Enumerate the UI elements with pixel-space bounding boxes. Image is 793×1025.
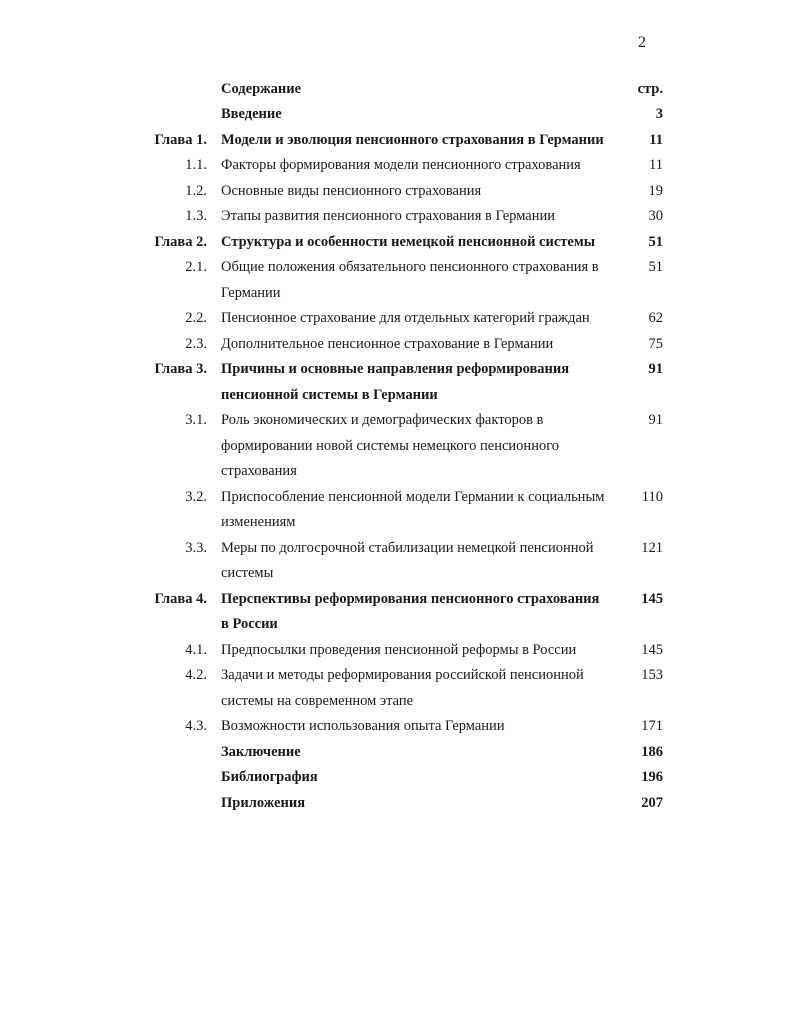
toc-entry-number: 4.3.	[185, 718, 207, 734]
toc-entry-page: 145	[641, 641, 663, 658]
toc-entry-title	[221, 765, 621, 791]
toc-entry-title	[221, 791, 621, 817]
toc-entry-title-line: Факторы формирования модели пенсионного страхования	[221, 157, 581, 173]
toc-entry-title-line: Приспособление пенсионной модели Германии к социальным	[221, 488, 605, 505]
toc-entry-title	[221, 332, 621, 358]
toc-entry-number: 1.2.	[185, 182, 207, 199]
toc-entry-number: 4.2.	[185, 667, 207, 683]
toc-entry-title-line: Дополнительное пенсионное страхование в Германии	[221, 335, 554, 352]
toc-entry-title	[221, 204, 621, 230]
toc-entry-title-line: системы	[221, 565, 274, 581]
toc-entry-title-line: Роль экономических и демографических факторов в	[221, 412, 544, 428]
toc-entry-number: 2.3.	[185, 335, 207, 352]
toc-entry-title-line: Структура и особенности немецкой пенсионной системы	[221, 233, 596, 250]
toc-entry-title	[221, 128, 621, 154]
toc-entry-title-line: в России	[221, 616, 278, 632]
toc-entry-number: 3.1.	[185, 412, 207, 428]
toc-entry-title	[221, 485, 621, 536]
toc-entry-number: 3.2.	[185, 488, 207, 505]
toc-entry-page: 11	[649, 131, 663, 148]
toc-entry-title	[221, 179, 621, 205]
toc-entry-title-line: изменениям	[221, 514, 296, 530]
toc-entry-title-line: пенсионной системы в Германии	[221, 386, 438, 403]
toc-entry-title-line: Перспективы реформирования пенсионного страхования	[221, 590, 600, 607]
toc-entry-number: Глава 1.	[154, 131, 207, 148]
toc-entry-page: 196	[641, 769, 663, 785]
toc-entry-title	[221, 663, 621, 714]
toc-entry-title-line: Возможности использования опыта Германии	[221, 718, 505, 734]
toc-entry-title	[221, 102, 621, 128]
toc-entry-title-line: Общие положения обязательного пенсионного страхования в	[221, 259, 599, 275]
toc-entry-page: 30	[648, 208, 663, 224]
toc-entry-title-line: Предпосылки проведения пенсионной реформы в России	[221, 641, 577, 658]
toc-entry-title-line: Основные виды пенсионного страхования	[221, 182, 482, 199]
toc-entry-title	[221, 357, 621, 408]
toc-entry-page: 51	[648, 233, 663, 250]
toc-entry-number: 1.3.	[185, 208, 207, 224]
page-number: 2	[638, 34, 646, 51]
toc-entry-title	[221, 306, 621, 332]
toc-entry-page: 153	[641, 667, 663, 683]
toc-entry-title	[221, 536, 621, 587]
toc-entry-title-line: Меры по долгосрочной стабилизации немецкой пенсионной	[221, 539, 594, 556]
toc-entry-title-line: Задачи и методы реформирования российской пенсионной	[221, 667, 584, 683]
toc-entry-page: 171	[641, 718, 663, 734]
toc-entry-title	[221, 153, 621, 179]
toc-entry-page: 110	[641, 488, 663, 505]
toc-entry-title-line: страхования	[221, 463, 297, 479]
toc-entry-page: 19	[648, 182, 663, 199]
toc-entry-page: 145	[641, 590, 663, 607]
toc-entry-number: 4.1.	[185, 641, 207, 658]
toc-entry-number: 2.2.	[185, 310, 207, 326]
toc-entry-title-line: Модели и эволюция пенсионного страхования в Германии	[221, 131, 604, 148]
toc-entry-page: 91	[648, 412, 663, 428]
toc-entry-number: Глава 3.	[154, 361, 207, 377]
toc-entry-title-line: Приложения	[221, 794, 306, 811]
toc-entry-number: Глава 4.	[154, 590, 207, 607]
toc-entry-title-line: Библиография	[221, 769, 318, 785]
toc-entry-page: 51	[648, 259, 663, 275]
toc-entry-title-line: системы на современном этапе	[221, 692, 414, 709]
toc-entry-page: 186	[641, 743, 663, 760]
toc-entry-title-line: Пенсионное страхование для отдельных категорий граждан	[221, 310, 590, 326]
toc-entry-title-line: Германии	[221, 284, 281, 301]
toc-entry-page: 207	[641, 794, 663, 811]
toc-entry-number: 2.1.	[185, 259, 207, 275]
toc-entry-title-line: Введение	[221, 106, 282, 122]
toc-entry-title	[221, 714, 621, 740]
toc-entry-title-line: формировании новой системы немецкого пенсионного	[221, 437, 560, 454]
toc-entry-number: 3.3.	[185, 539, 207, 556]
toc-entry-title	[221, 740, 621, 766]
toc-entry-page: 121	[641, 539, 663, 556]
toc-entry-page: 62	[648, 310, 663, 326]
toc-entry-title	[221, 408, 621, 485]
toc-entry-title-line: Заключение	[221, 743, 301, 760]
toc-entry-title	[221, 230, 621, 256]
toc-entry-page: 11	[649, 157, 663, 173]
toc-entry-page: 91	[648, 361, 663, 377]
toc-entry-page: 3	[655, 106, 663, 122]
toc-entry-title	[221, 587, 621, 638]
toc-entry-number: Глава 2.	[154, 233, 207, 250]
toc-entry-title	[221, 638, 621, 664]
toc-entry-title	[221, 255, 621, 306]
toc-entry-title-line: Этапы развития пенсионного страхования в Германии	[221, 208, 555, 224]
toc-entry-number: 1.1.	[185, 157, 207, 173]
toc-header-title: Содержание	[221, 81, 302, 97]
toc-header-page-label: стр.	[637, 81, 663, 97]
toc-entry-title-line: Причины и основные направления реформирования	[221, 361, 570, 377]
toc-entry-page: 75	[648, 335, 663, 352]
